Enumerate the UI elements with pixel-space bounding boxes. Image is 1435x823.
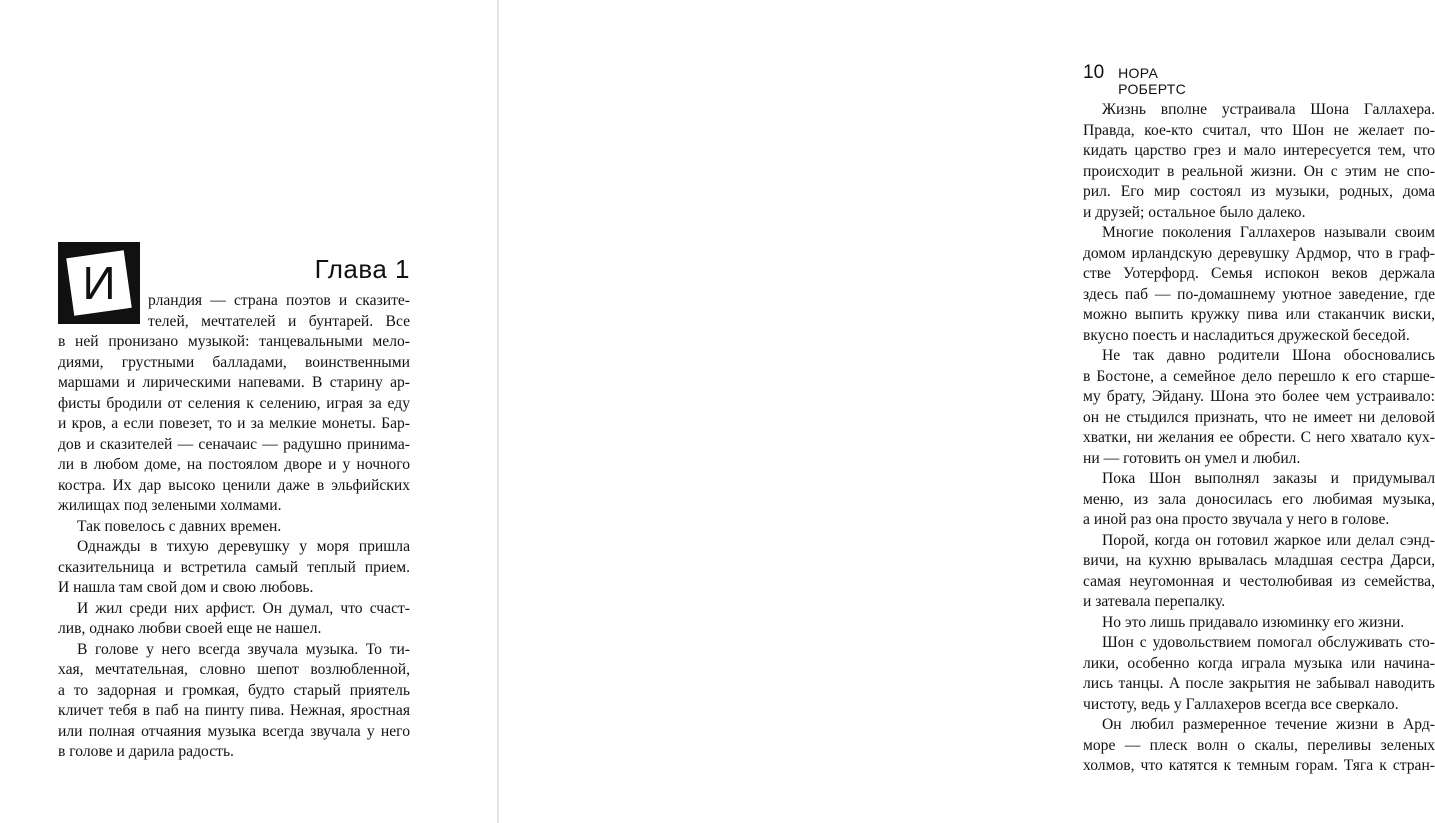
text-line: море — плеск волн о скалы, переливы зеленых [1083, 736, 1435, 754]
text-line: можно выпить кружку пива или стаканчик виски, [1083, 306, 1435, 323]
left-page [0, 0, 497, 823]
text-line: сказительница и встретила самый теплый прием. [58, 558, 410, 576]
text-line: в голове и дарила радость. [58, 743, 234, 760]
text-line: происходит в реальной жизни. Он с этим не спо- [1083, 162, 1435, 180]
text-line: чистоту, ведь у Галлахеров всегда все сверкало. [1083, 695, 1399, 713]
text-line: меню, из зала доносилась его любимая музыка, [1083, 490, 1435, 508]
text-line: и затевала перепалку. [1083, 593, 1226, 610]
text-line: Порой, когда он готовил жаркое или делал сэнд- [1102, 531, 1435, 549]
text-line: лись танцы. А после закрытия не забывал наводить [1083, 675, 1435, 692]
text-line: Однажды в тихую деревушку у моря пришла [77, 538, 410, 555]
text-line: рил. Его мир состоял из музыки, родных, дома [1083, 183, 1435, 200]
text-line: лики, особенно когда играла музыка или начина- [1083, 654, 1435, 672]
text-line: телей, мечтателей и бунтарей. Все [148, 312, 410, 330]
running-head-author: НОРА РОБЕРТС [1118, 65, 1187, 97]
text-line: ни — готовить он умел и любил. [1083, 449, 1301, 467]
text-line: хватки, ни желания ее обрести. С него хватало кух- [1083, 429, 1435, 446]
text-line: лив, однако любви своей еще не нашел. [58, 620, 322, 637]
text-line: Многие поколения Галлахеров называли своим [1102, 224, 1435, 241]
text-line: самая неугомонная и честолюбивая из семейства, [1083, 572, 1435, 590]
text-line: стве Уотерфорд. Семья испокон веков держала [1083, 265, 1435, 282]
text-line: рландия — страна поэтов и сказите- [148, 292, 410, 309]
text-line: Пока Шон выполнял заказы и придумывал [1102, 470, 1435, 487]
text-line: дов и сказителей — сеначаис — радушно принима- [58, 435, 410, 453]
text-line: диями, грустными балладами, воинственными [58, 353, 410, 371]
running-head [1083, 62, 1187, 97]
text-line: в Бостоне, а семейное дело перешло к его старше- [1083, 367, 1435, 385]
text-line: или полная отчаяния музыка всегда звучала у него [58, 722, 410, 740]
text-line: кидать царство грез и мало интересуется тем, что [1083, 142, 1435, 159]
text-line: Так повелось с давних времен. [77, 517, 282, 535]
text-line: И нашла там свой дом и свою любовь. [58, 579, 314, 596]
text-line: и друзей; остальное было далеко. [1083, 203, 1306, 221]
text-line: Шон с удовольствием помогал обслуживать сто- [1102, 634, 1435, 651]
text-line: маршами и лирическими напевами. В старину ар- [58, 374, 410, 391]
text-line: му брату, Эйдану. Шона это более чем устраивало: [1083, 388, 1435, 405]
text-line: а иной раз она просто звучала у него в голове. [1083, 511, 1390, 528]
text-line: Он любил размеренное течение жизни в Ард- [1102, 716, 1435, 733]
text-line: здесь паб — по-домашнему уютное заведение, где [1083, 285, 1435, 303]
text-line: и кров, а если повезет, то и за мелкие монеты. Бар- [58, 415, 410, 432]
text-line: жилищах под зелеными холмами. [58, 497, 282, 514]
text-line: кличет тебя в паб на пинту пива. Нежная, яростная [58, 702, 410, 719]
chapter-title: Глава 1 [314, 254, 410, 284]
text-line: Правда, кое-кто считал, что Шон не желает по- [1083, 121, 1435, 139]
text-line: домом ирландскую деревушку Ардмор, что в граф- [1083, 244, 1435, 262]
text-line: Жизнь вполне устраивала Шона Галлахера. [1102, 101, 1435, 118]
page-number: 10 [1083, 62, 1105, 83]
text-line: а то задорная и громкая, будто старый приятель [58, 681, 410, 699]
text-line: костра. Их дар высоко ценили даже в эльфийских [58, 476, 410, 494]
text-line: ли в любом доме, на постоялом дворе и у ночного [58, 456, 410, 473]
drop-cap-letter: И [82, 257, 116, 309]
text-line: фисты бродили от селения к селению, играя за еду [58, 394, 410, 412]
text-line: И жил среди них арфист. Он думал, что счаст- [77, 599, 410, 617]
text-line: вичи, на кухню врывалась младшая сестра Дарси, [1083, 552, 1435, 569]
text-line: вкусно поесть и насладиться дружеской беседой. [1083, 326, 1410, 344]
text-line: хая, мечтательная, словно шепот возлюбленной, [58, 661, 410, 678]
text-line: холмов, что катятся к темным горам. Тяга к стран- [1083, 757, 1435, 774]
text-line: Не так давно родители Шона обосновались [1102, 347, 1435, 364]
right-body-text [1083, 100, 1435, 777]
left-body-text [58, 291, 410, 763]
text-line: Но это лишь придавало изюминку его жизни. [1102, 613, 1405, 631]
text-line: В голове у него всегда звучала музыка. То ти- [77, 640, 410, 658]
right-page [499, 0, 1435, 823]
text-line: он не стыдился признать, что не имеет ни деловой [1083, 408, 1435, 426]
text-line: в ней пронизано музыкой: танцевальными мело- [58, 333, 410, 350]
